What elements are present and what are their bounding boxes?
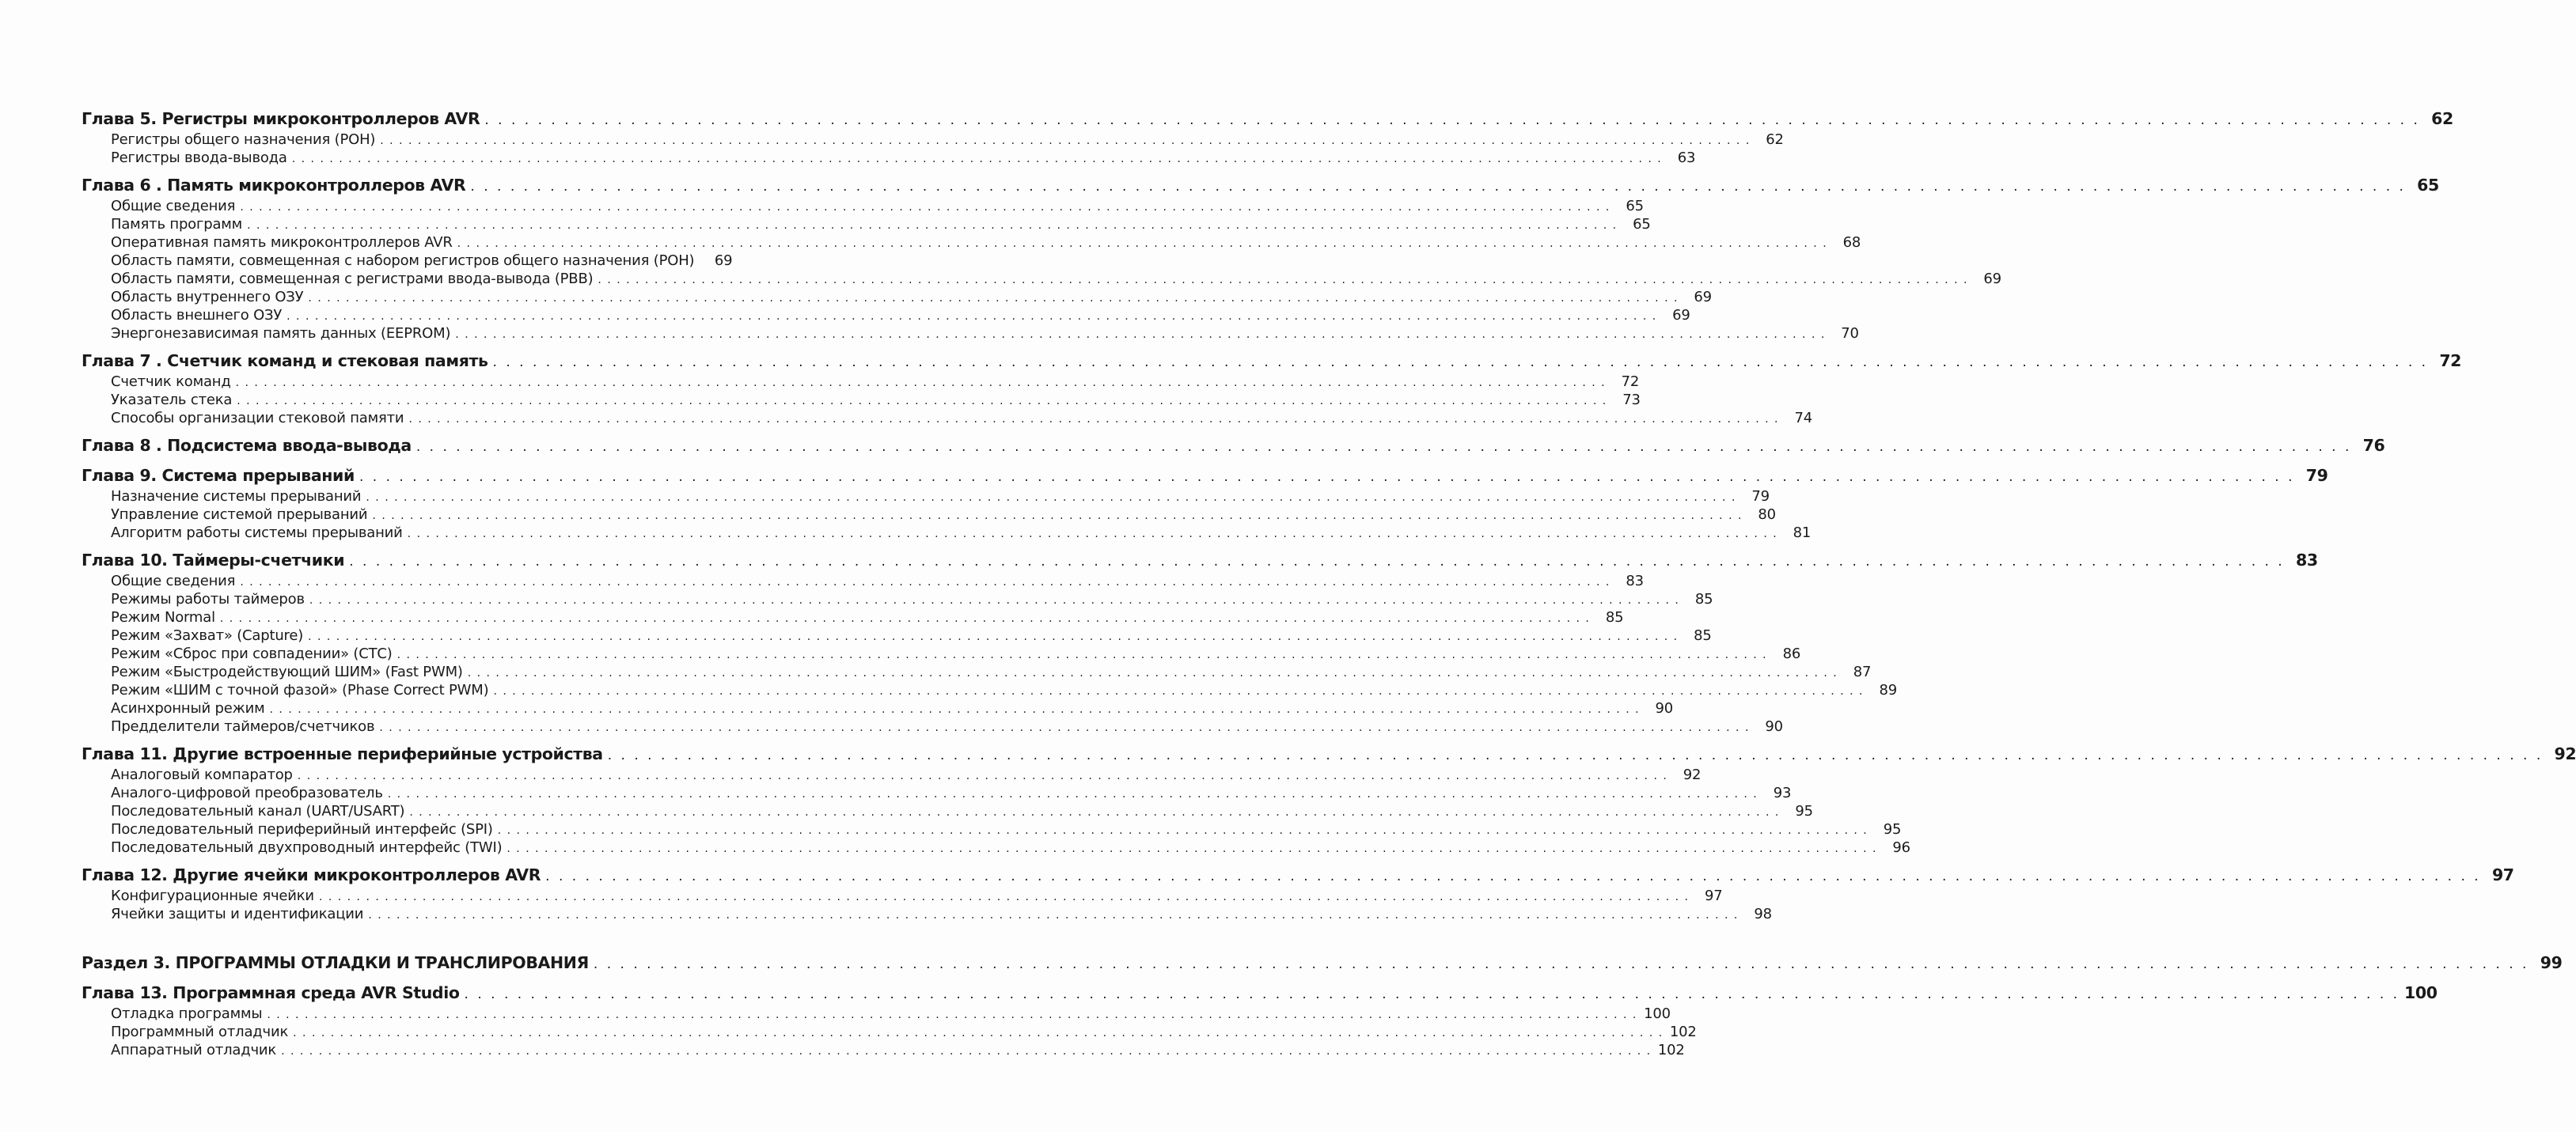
dot-leader (309, 592, 1680, 610)
toc-subentry (82, 784, 1792, 802)
dot-leader (267, 1006, 1637, 1024)
toc-entry-page: 62 (2431, 109, 2453, 128)
toc-subentry (82, 572, 1644, 590)
toc-entry-page: 68 (1842, 234, 1861, 251)
toc-section (82, 952, 2563, 975)
toc-entry-title: Ячейки защиты и идентификации (111, 906, 364, 922)
toc-subentry (82, 663, 1872, 681)
toc-subentry (82, 590, 1713, 608)
toc-entry-page: 83 (2295, 551, 2318, 570)
dot-leader (457, 235, 1828, 253)
toc-entry-title: Оперативная память микроконтроллеров AVR (111, 234, 453, 251)
toc-entry-page: 90 (1655, 700, 1674, 717)
toc-entry-title: Глава 12. Другие ячейки микроконтроллеров AVR (82, 865, 541, 884)
dot-leader (286, 308, 1657, 326)
toc-entry-page: 85 (1694, 627, 1712, 644)
toc-subentry (82, 766, 1702, 784)
toc-entry-page: 95 (1883, 821, 1902, 838)
toc-entry-title: Память программ (111, 216, 243, 233)
toc-entry-page: 98 (1754, 906, 1772, 922)
toc-subentry (82, 131, 1784, 149)
toc-subentry (82, 905, 1772, 923)
toc-entry-title: Глава 7 . Счетчик команд и стековая память (82, 351, 488, 370)
dot-leader (506, 840, 1877, 858)
toc-subentry (82, 288, 1712, 306)
toc-entry-title: Способы организации стековой памяти (111, 410, 404, 426)
toc-subentry (82, 608, 1624, 627)
toc-entry-page: 85 (1605, 609, 1624, 626)
dot-leader (416, 436, 2352, 459)
toc-entry-page: 79 (2305, 466, 2328, 485)
toc-subentry (82, 627, 1712, 645)
toc-entry-title: Глава 10. Таймеры-счетчики (82, 551, 345, 570)
toc-entry-title: Глава 5. Регистры микроконтроллеров AVR (82, 109, 480, 128)
toc-entry-page: 72 (2439, 351, 2462, 370)
dot-leader (240, 574, 1610, 592)
dot-leader (468, 664, 1838, 683)
toc-entry-title: Программный отладчик (111, 1024, 289, 1040)
toc-entry-page: 100 (1644, 1005, 1671, 1022)
toc-entry-title: Отладка программы (111, 1005, 263, 1022)
toc-entry-title: Общие сведения (111, 198, 236, 214)
dot-leader (270, 701, 1641, 719)
toc-subentry (82, 699, 1674, 717)
dot-leader (237, 392, 1607, 411)
toc-entry-page: 93 (1773, 785, 1792, 801)
dot-leader (359, 466, 2295, 489)
toc-entry-page: 69 (1694, 289, 1712, 305)
toc-subentry (82, 505, 1776, 524)
dot-leader (240, 199, 1610, 217)
toc-entry-page: 89 (1879, 682, 1897, 699)
toc-entry-title: Счетчик команд (111, 373, 231, 390)
toc-subentry (82, 487, 1770, 505)
dot-leader (408, 411, 1779, 429)
toc-entry-title: Область внешнего ОЗУ (111, 307, 283, 324)
toc-chapter (82, 350, 2462, 373)
toc-entry-page: 80 (1758, 506, 1776, 523)
toc-entry-title: Последовательный двухпроводный интерфейс (TWI) (111, 839, 503, 856)
dot-leader (292, 150, 1663, 168)
toc-entry-page: 92 (1683, 767, 1702, 783)
toc-entry-page: 81 (1793, 524, 1812, 541)
toc-entry-title: Регистры общего назначения (РОН) (111, 131, 376, 148)
toc-entry-page: 76 (2362, 436, 2385, 455)
toc-entry-page: 97 (1704, 888, 1723, 904)
dot-leader (397, 646, 1768, 664)
toc-entry-title: Режим «Сброс при совпадении» (СТС) (111, 646, 393, 662)
toc-entry-title: Глава 11. Другие встроенные периферийные устройства (82, 744, 603, 763)
toc-entry-title: Глава 6 . Память микроконтроллеров AVR (82, 176, 466, 195)
toc-chapter (82, 864, 2514, 887)
toc-subentry (82, 839, 1910, 857)
toc-entry-page: 87 (1853, 664, 1872, 680)
toc-subentry (82, 1041, 1685, 1059)
toc-subentry (82, 197, 1644, 215)
dot-leader (220, 610, 1591, 628)
dot-leader (319, 888, 1690, 907)
toc-subentry (82, 270, 2001, 288)
toc-entry-title: Назначение системы прерываний (111, 488, 362, 505)
dot-leader (493, 683, 1864, 701)
dot-leader (372, 507, 1743, 525)
toc-entry-title: Алгоритм работы системы прерываний (111, 524, 403, 541)
toc-entry-title: Указатель стека (111, 392, 233, 408)
toc-entry-title: Асинхронный режим (111, 700, 265, 717)
toc-subentry (82, 645, 1801, 663)
toc-entry-page: 72 (1621, 373, 1640, 390)
toc-entry-page: 96 (1892, 839, 1910, 856)
toc-entry-title: Область памяти, совмещенная с регистрами ввода-вывода (РВВ) (111, 271, 594, 287)
dot-leader (380, 132, 1751, 150)
toc-entry-title: Глава 8 . Подсистема ввода-вывода (82, 436, 412, 455)
toc-subentry (82, 306, 1690, 324)
toc-chapter (82, 434, 2385, 457)
toc-entry-title: Управление системой прерываний (111, 506, 368, 523)
toc-entry-page: 79 (1751, 488, 1770, 505)
toc-chapter (82, 549, 2318, 572)
dot-leader (236, 374, 1607, 392)
toc-subentry (82, 717, 1783, 736)
toc-entry-title: Режим Normal (111, 609, 215, 626)
toc-chapter (82, 743, 2576, 766)
toc-chapter (82, 982, 2438, 1005)
toc-entry-page: 69 (1983, 271, 2001, 287)
toc-entry-page: 69 (1672, 307, 1690, 324)
toc-subentry (82, 802, 1813, 820)
toc-entry-page: 97 (2491, 865, 2514, 884)
toc-subentry (82, 409, 1812, 427)
dot-leader (368, 907, 1739, 925)
dot-leader (498, 822, 1868, 840)
toc-entry-title: Режимы работы таймеров (111, 591, 305, 608)
toc-subentry (82, 149, 1696, 167)
toc-entry-title: Область внутреннего ОЗУ (111, 289, 304, 305)
toc-entry-page: 100 (2404, 983, 2438, 1002)
toc-subentry (82, 373, 1640, 391)
dot-leader (281, 1043, 1652, 1061)
dot-leader (545, 865, 2481, 888)
toc-chapter (82, 108, 2453, 131)
toc-entry-title: Последовательный периферийный интерфейс (SPI) (111, 821, 493, 838)
toc-chapter (82, 464, 2328, 487)
dot-leader (366, 489, 1736, 507)
dot-leader (349, 551, 2285, 574)
toc-entry-title: Режим «ШИМ с точной фазой» (Phase Correct PWM) (111, 682, 489, 699)
toc-entry-page: 92 (2554, 744, 2576, 763)
toc-chapter (82, 174, 2439, 197)
toc-entry-page: 74 (1794, 410, 1812, 426)
toc-entry-title: Предделители таймеров/счетчиков (111, 718, 375, 735)
toc-entry-title: Аппаратный отладчик (111, 1042, 277, 1058)
toc-entry-page: 102 (1669, 1024, 1697, 1040)
toc-subentry (82, 1023, 1697, 1041)
toc-entry-title: Глава 13. Программная среда AVR Studio (82, 983, 460, 1002)
toc-subentry (82, 324, 1859, 343)
toc-entry-title: Аналоговый компаратор (111, 767, 293, 783)
toc-entry-title: Режим «Быстродействующий ШИМ» (Fast PWM) (111, 664, 463, 680)
dot-leader (247, 217, 1618, 235)
toc-subentry (82, 391, 1641, 409)
toc-subentry (82, 215, 1651, 233)
toc-subentry (82, 887, 1723, 905)
toc-entry-title: Общие сведения (111, 573, 236, 589)
toc-entry-title: Область памяти, совмещенная с набором регистров общего назначения (РОН) (111, 252, 695, 269)
toc-entry-title: Энергонезависимая память данных (EEPROM) (111, 325, 451, 342)
toc-entry-page: 102 (1657, 1042, 1685, 1058)
dot-leader (379, 719, 1750, 737)
toc-entry-title: Последовательный канал (UART/USART) (111, 803, 405, 820)
toc-entry-page: 65 (1633, 216, 1651, 233)
dot-leader (408, 525, 1778, 543)
table-of-contents (82, 108, 2576, 1059)
toc-entry-page: 90 (1765, 718, 1783, 735)
toc-entry-page: 70 (1841, 325, 1859, 342)
toc-entry-page: 65 (2417, 176, 2439, 195)
toc-entry-page: 86 (1782, 646, 1801, 662)
dot-leader (594, 953, 2529, 976)
toc-entry-page: 85 (1694, 591, 1713, 608)
toc-subentry (82, 233, 1861, 252)
toc-subentry (82, 681, 1897, 699)
dot-leader (598, 271, 1968, 290)
toc-subentry (82, 524, 1812, 542)
toc-entry-page: 63 (1677, 150, 1696, 166)
toc-entry-page: 62 (1766, 131, 1784, 148)
toc-entry-page: 69 (714, 252, 733, 269)
toc-subentry (82, 1005, 1671, 1023)
toc-subentry (82, 820, 1902, 839)
dot-leader (608, 744, 2544, 767)
dot-leader (493, 351, 2429, 374)
dot-leader (484, 109, 2420, 132)
toc-entry-page: 95 (1795, 803, 1813, 820)
toc-entry-title: Режим «Захват» (Capture) (111, 627, 304, 644)
dot-leader (409, 804, 1780, 822)
dot-leader (455, 326, 1826, 344)
toc-entry-page: 73 (1622, 392, 1641, 408)
dot-leader (308, 290, 1679, 308)
toc-entry-title: Регистры ввода-вывода (111, 150, 287, 166)
dot-leader (465, 983, 2400, 1006)
dot-leader (293, 1024, 1664, 1043)
toc-entry-page: 83 (1626, 573, 1644, 589)
toc-entry-title: Глава 9. Система прерываний (82, 466, 355, 485)
toc-entry-page: 65 (1626, 198, 1644, 214)
toc-entry-title: Аналого-цифровой преобразователь (111, 785, 383, 801)
dot-leader (298, 767, 1668, 786)
dot-leader (388, 786, 1758, 804)
toc-entry-title: Раздел 3. ПРОГРАММЫ ОТЛАДКИ И ТРАНСЛИРОВАНИЯ (82, 953, 589, 972)
toc-entry-page: 99 (2540, 953, 2563, 972)
toc-subentry (82, 252, 733, 270)
dot-leader (470, 176, 2406, 199)
dot-leader (308, 628, 1679, 646)
toc-entry-title: Конфигурационные ячейки (111, 888, 314, 904)
